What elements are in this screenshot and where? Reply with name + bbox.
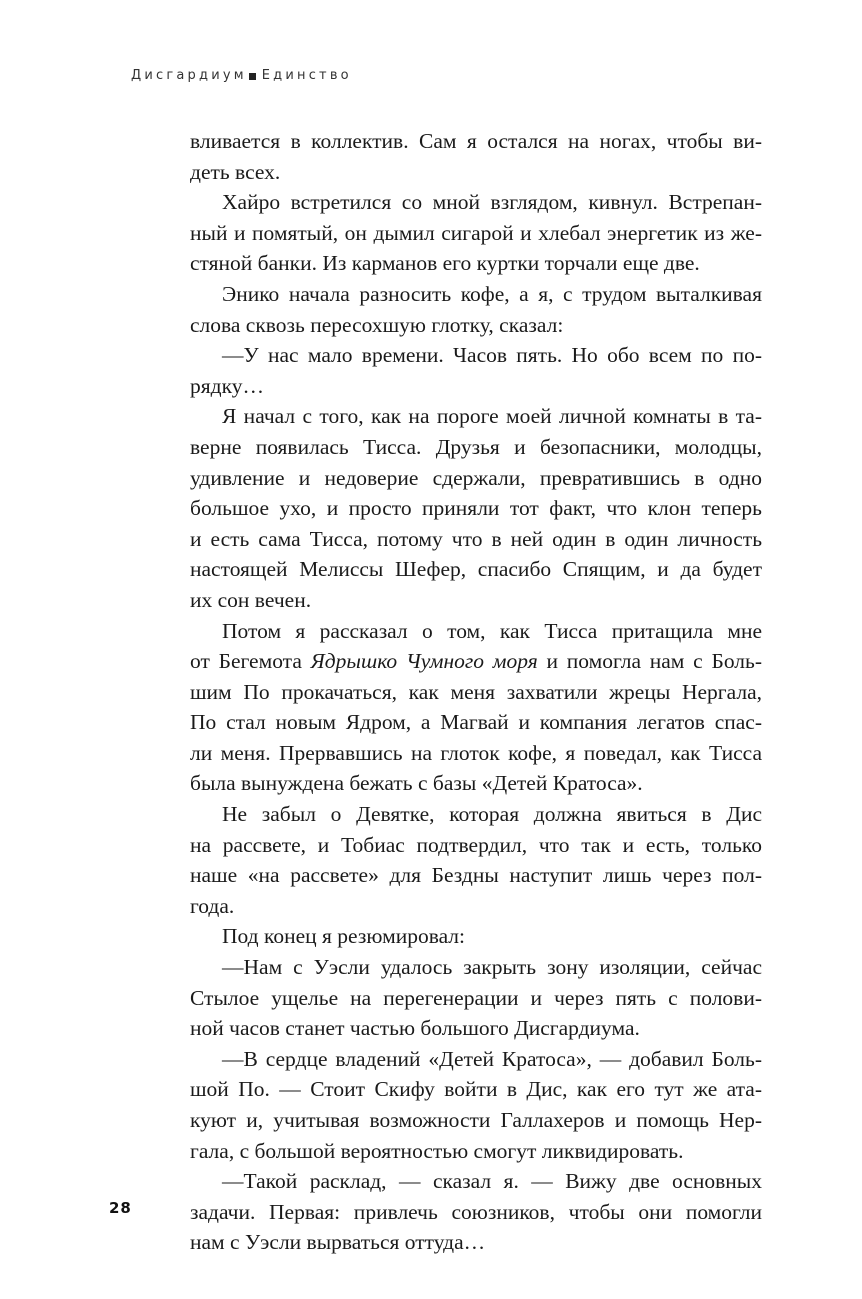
separator-square-icon — [249, 73, 256, 80]
text-line: Энико начала разносить кофе, а я, с трудом выталкивая — [222, 281, 762, 306]
text-line — [190, 646, 762, 677]
text-run: и помогла нам с Боль- — [537, 649, 762, 674]
text-line: удивление и недоверие сдержали, превратившись в одно — [190, 465, 762, 490]
text-line: Под конец я резюмировал: — [222, 924, 466, 949]
text-line: рядку… — [190, 373, 264, 398]
text-line: нам с Уэсли вырваться оттуда… — [190, 1230, 486, 1255]
text-line: —Такой расклад, — сказал я. — Вижу две основных — [222, 1169, 762, 1194]
text-line: ный и помятый, он дымил сигарой и хлебал энергетик из же- — [190, 220, 762, 245]
text-line: ли меня. Прервавшись на глоток кофе, я поведал, как Тисса — [190, 740, 762, 765]
text-line: их сон вечен. — [190, 587, 312, 612]
text-line: шим По прокачаться, как меня захватили жрецы Нергала, — [190, 679, 762, 704]
text-line: была вынуждена бежать с базы «Детей Кратоса». — [190, 771, 643, 796]
text-line: верне появилась Тисса. Друзья и безопасники, молодцы, — [190, 434, 762, 459]
book-title: Дисгардиум — [131, 68, 247, 83]
text-line: вливается в коллектив. Сам я остался на ногах, чтобы ви- — [190, 129, 762, 153]
text-line: Потом я рассказал о том, как Тисса притащила мне — [222, 618, 762, 643]
text-line: —В сердце владений «Детей Кратоса», — добавил Боль- — [222, 1046, 762, 1071]
page-number: 28 — [109, 1199, 132, 1217]
text-line: гала, с большой вероятностью смогут ликвидировать. — [190, 1138, 684, 1163]
text-line: шой По. — Стоит Скифу войти в Дис, как его тут же ата- — [190, 1077, 762, 1102]
text-line: Я начал с того, как на пороге моей личной комнаты в та- — [222, 404, 762, 429]
text-line: задачи. Первая: привлечь союзников, чтобы они помогли — [190, 1199, 762, 1224]
text-line: —Нам с Уэсли удалось закрыть зону изоляции, сейчас — [222, 955, 762, 980]
text-line: большое ухо, и просто приняли тот факт, что клон теперь — [190, 496, 762, 521]
text-line: слова сквозь пересохшую глотку, сказал: — [190, 312, 564, 337]
part-title: Единство — [261, 68, 352, 83]
text-line: и есть сама Тисса, потому что в ней один в один личность — [190, 526, 762, 551]
running-head — [131, 68, 352, 83]
text-line: деть всех. — [190, 159, 281, 184]
text-run: от Бегемота — [190, 649, 311, 674]
text-line: По стал новым Ядром, а Магвай и компания легатов спас- — [190, 710, 762, 735]
text-line: года. — [190, 893, 235, 918]
text-line: куют и, учитывая возможности Галлахеров и помощь Нер- — [190, 1108, 762, 1132]
text-line: наше «на рассвете» для Бездны наступит лишь через пол- — [190, 863, 762, 888]
text-line: Стылое ущелье на перегенерации и через пять с полови- — [190, 985, 762, 1010]
text-line: —У нас мало времени. Часов пять. Но обо всем по по- — [222, 343, 762, 368]
text-line: ной часов станет частью большого Дисгардиума. — [190, 1016, 640, 1041]
text-line: Не забыл о Девятке, которая должна явиться в Дис — [222, 802, 762, 827]
text-line: на рассвете, и Тобиас подтвердил, что так и есть, только — [190, 832, 762, 857]
italic-title: Ядрышко Чумного моря — [310, 649, 538, 674]
text-line: Хайро встретился со мной взглядом, кивнул. Встрепан- — [222, 190, 762, 215]
text-line: настоящей Мелиссы Шефер, спасибо Спящим, и да будет — [190, 557, 762, 582]
text-line: стяной банки. Из карманов его куртки торчали еще две. — [190, 251, 700, 276]
body-text — [190, 126, 762, 1258]
